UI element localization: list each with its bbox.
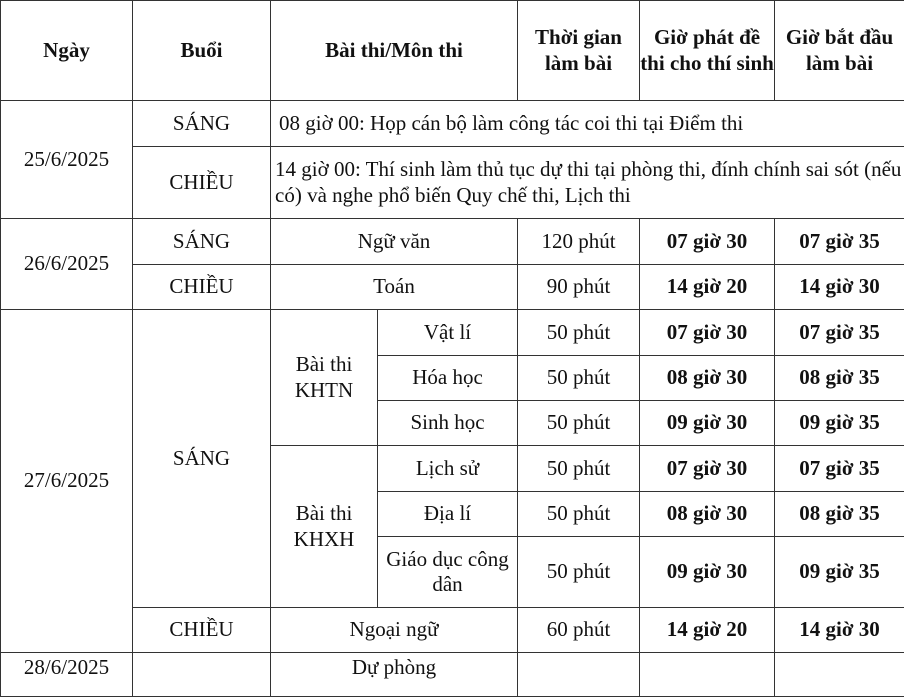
dispatch-time-cell: 07 giờ 30 bbox=[640, 310, 775, 356]
dispatch-time-cell: 07 giờ 30 bbox=[640, 219, 775, 265]
subject-cell: Lịch sử bbox=[378, 446, 518, 492]
duration-cell: 50 phút bbox=[518, 446, 640, 492]
table-row bbox=[1, 265, 904, 310]
subject-cell: Địa lí bbox=[378, 492, 518, 537]
subject-cell: Sinh học bbox=[378, 401, 518, 446]
start-time-cell: 14 giờ 30 bbox=[775, 265, 904, 310]
session-cell: SÁNG bbox=[133, 101, 271, 147]
dispatch-time-cell: 09 giờ 30 bbox=[640, 401, 775, 446]
duration-cell: 50 phút bbox=[518, 310, 640, 356]
table-row bbox=[1, 101, 904, 147]
header-buoi: Buổi bbox=[133, 1, 271, 101]
duration-cell: 50 phút bbox=[518, 356, 640, 401]
subject-cell: Ngoại ngữ bbox=[271, 608, 518, 653]
date-cell: 27/6/2025 bbox=[1, 310, 133, 653]
header-bai-thi: Bài thi/Môn thi bbox=[271, 1, 518, 101]
subject-cell: Dự phòng bbox=[271, 653, 518, 697]
dispatch-time-cell: 14 giờ 20 bbox=[640, 608, 775, 653]
duration-cell bbox=[518, 653, 640, 697]
start-time-cell: 08 giờ 35 bbox=[775, 356, 904, 401]
dispatch-time-cell bbox=[640, 653, 775, 697]
duration-cell: 50 phút bbox=[518, 537, 640, 608]
dispatch-time-cell: 08 giờ 30 bbox=[640, 492, 775, 537]
duration-cell: 60 phút bbox=[518, 608, 640, 653]
date-cell: 28/6/2025 bbox=[1, 653, 133, 697]
date-cell: 25/6/2025 bbox=[1, 101, 133, 219]
subject-cell: Giáo dục công dân bbox=[378, 537, 518, 608]
table-row bbox=[1, 147, 904, 219]
header-row bbox=[1, 1, 904, 101]
start-time-cell: 08 giờ 35 bbox=[775, 492, 904, 537]
date-cell: 26/6/2025 bbox=[1, 219, 133, 310]
session-cell: CHIỀU bbox=[133, 608, 271, 653]
subject-cell: Vật lí bbox=[378, 310, 518, 356]
duration-cell: 120 phút bbox=[518, 219, 640, 265]
exam-group-cell: Bài thi KHXH bbox=[271, 446, 378, 608]
exam-group-cell: Bài thi KHTN bbox=[271, 310, 378, 446]
session-cell: CHIỀU bbox=[133, 147, 271, 219]
session-cell: SÁNG bbox=[133, 310, 271, 608]
dispatch-time-cell: 08 giờ 30 bbox=[640, 356, 775, 401]
session-cell: SÁNG bbox=[133, 219, 271, 265]
header-thoi-gian: Thời gian làm bài bbox=[518, 1, 640, 101]
start-time-cell: 14 giờ 30 bbox=[775, 608, 904, 653]
table-row bbox=[1, 310, 904, 356]
table-row bbox=[1, 653, 904, 697]
header-gio-bat-dau: Giờ bắt đầu làm bài bbox=[775, 1, 904, 101]
header-ngay: Ngày bbox=[1, 1, 133, 101]
table-row bbox=[1, 219, 904, 265]
duration-cell: 90 phút bbox=[518, 265, 640, 310]
note-cell: 14 giờ 00: Thí sinh làm thủ tục dự thi tại phòng thi, đính chính sai sót (nếu có) và nghe phổ biến Quy chế thi, Lịch thi bbox=[271, 147, 904, 219]
header-gio-phat: Giờ phát đề thi cho thí sinh bbox=[640, 1, 775, 101]
start-time-cell: 07 giờ 35 bbox=[775, 310, 904, 356]
start-time-cell: 09 giờ 35 bbox=[775, 401, 904, 446]
note-cell: 08 giờ 00: Họp cán bộ làm công tác coi thi tại Điểm thi bbox=[271, 101, 904, 147]
duration-cell: 50 phút bbox=[518, 401, 640, 446]
session-cell bbox=[133, 653, 271, 697]
dispatch-time-cell: 14 giờ 20 bbox=[640, 265, 775, 310]
table-row bbox=[1, 608, 904, 653]
start-time-cell: 09 giờ 35 bbox=[775, 537, 904, 608]
subject-cell: Toán bbox=[271, 265, 518, 310]
start-time-cell bbox=[775, 653, 904, 697]
dispatch-time-cell: 07 giờ 30 bbox=[640, 446, 775, 492]
session-cell: CHIỀU bbox=[133, 265, 271, 310]
dispatch-time-cell: 09 giờ 30 bbox=[640, 537, 775, 608]
start-time-cell: 07 giờ 35 bbox=[775, 446, 904, 492]
start-time-cell: 07 giờ 35 bbox=[775, 219, 904, 265]
duration-cell: 50 phút bbox=[518, 492, 640, 537]
subject-cell: Ngữ văn bbox=[271, 219, 518, 265]
subject-cell: Hóa học bbox=[378, 356, 518, 401]
